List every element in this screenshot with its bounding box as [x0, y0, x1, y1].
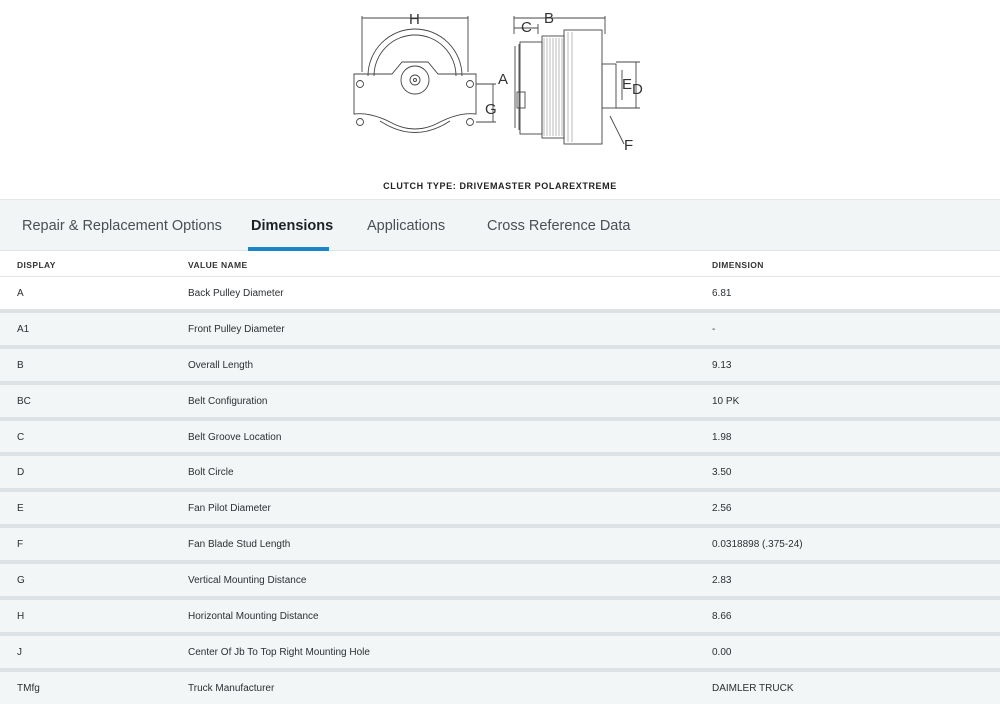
column-header-value-name: VALUE NAME — [188, 260, 248, 270]
value-name-cell: Bolt Circle — [188, 467, 234, 479]
value-name-cell: Horizontal Mounting Distance — [188, 611, 319, 623]
table-row — [0, 385, 1000, 421]
tab-repair-replacement-options[interactable]: Repair & Replacement Options — [22, 218, 222, 234]
display-cell: A — [17, 288, 24, 299]
tab-applications[interactable]: Applications — [367, 218, 446, 234]
table-row — [0, 313, 1000, 349]
table-row — [0, 564, 1000, 600]
display-cell: G — [17, 575, 25, 587]
product-tabs — [0, 199, 1000, 251]
value-name-cell: Overall Length — [188, 359, 254, 371]
value-name-cell: Belt Configuration — [188, 395, 268, 407]
value-name-cell: Front Pulley Diameter — [188, 323, 285, 335]
value-name-cell: Truck Manufacturer — [188, 682, 275, 694]
value-name-cell: Vertical Mounting Distance — [188, 575, 307, 587]
display-cell: C — [17, 431, 25, 443]
value-name-cell: Fan Pilot Diameter — [188, 503, 271, 515]
value-name-cell: Fan Blade Stud Length — [188, 539, 291, 551]
active-tab-indicator — [248, 247, 329, 251]
table-row — [0, 277, 1000, 313]
dimension-cell: DAIMLER TRUCK — [712, 682, 794, 694]
dimension-label-d: D — [632, 81, 643, 98]
display-cell: D — [17, 467, 25, 479]
column-header-dimension: DIMENSION — [712, 260, 764, 270]
dimensions-table-body — [0, 277, 1000, 704]
dimension-cell: 0.00 — [712, 646, 732, 658]
dimension-cell: 1.98 — [712, 431, 732, 443]
dimension-label-g: G — [485, 101, 497, 118]
table-row — [0, 636, 1000, 672]
dimension-label-b: B — [544, 10, 555, 27]
table-row — [0, 672, 1000, 704]
dimension-cell: 10 PK — [712, 395, 740, 407]
dimension-cell: 8.66 — [712, 611, 732, 623]
dimension-cell: 6.81 — [712, 288, 732, 299]
dimension-cell: 2.56 — [712, 503, 732, 515]
display-cell: B — [17, 359, 24, 371]
display-cell: H — [17, 611, 25, 623]
display-cell: J — [17, 646, 22, 658]
display-cell: F — [17, 539, 24, 551]
display-cell: A1 — [17, 323, 30, 335]
table-row — [0, 349, 1000, 385]
dimension-label-a: A — [498, 71, 509, 88]
clutch-dimension-diagram — [340, 4, 660, 154]
dimensions-table-header — [0, 252, 1000, 277]
table-row — [0, 600, 1000, 636]
tab-dimensions[interactable]: Dimensions — [251, 218, 334, 234]
dimension-cell: - — [712, 323, 716, 335]
dimension-label-c: C — [521, 19, 532, 36]
dimension-label-e: E — [622, 76, 633, 93]
table-row — [0, 528, 1000, 564]
value-name-cell: Center Of Jb To Top Right Mounting Hole — [188, 646, 370, 658]
dimension-cell: 2.83 — [712, 575, 732, 587]
dimension-cell: 0.0318898 (.375-24) — [712, 539, 803, 551]
dimension-label-h: H — [409, 11, 420, 28]
tab-cross-reference-data[interactable]: Cross Reference Data — [487, 218, 631, 234]
display-cell: E — [17, 503, 24, 515]
column-header-display: DISPLAY — [17, 260, 56, 270]
clutch-diagram-area — [0, 0, 1000, 198]
value-name-cell: Belt Groove Location — [188, 431, 282, 443]
value-name-cell: Back Pulley Diameter — [188, 288, 284, 299]
table-row — [0, 421, 1000, 457]
display-cell: TMfg — [17, 682, 40, 694]
dimension-label-f: F — [624, 137, 634, 154]
dimension-cell: 9.13 — [712, 359, 732, 371]
display-cell: BC — [17, 395, 31, 407]
dimension-cell: 3.50 — [712, 467, 732, 479]
table-row — [0, 456, 1000, 492]
table-row — [0, 492, 1000, 528]
clutch-type-caption: CLUTCH TYPE: DRIVEMASTER POLAREXTREME — [383, 181, 617, 191]
